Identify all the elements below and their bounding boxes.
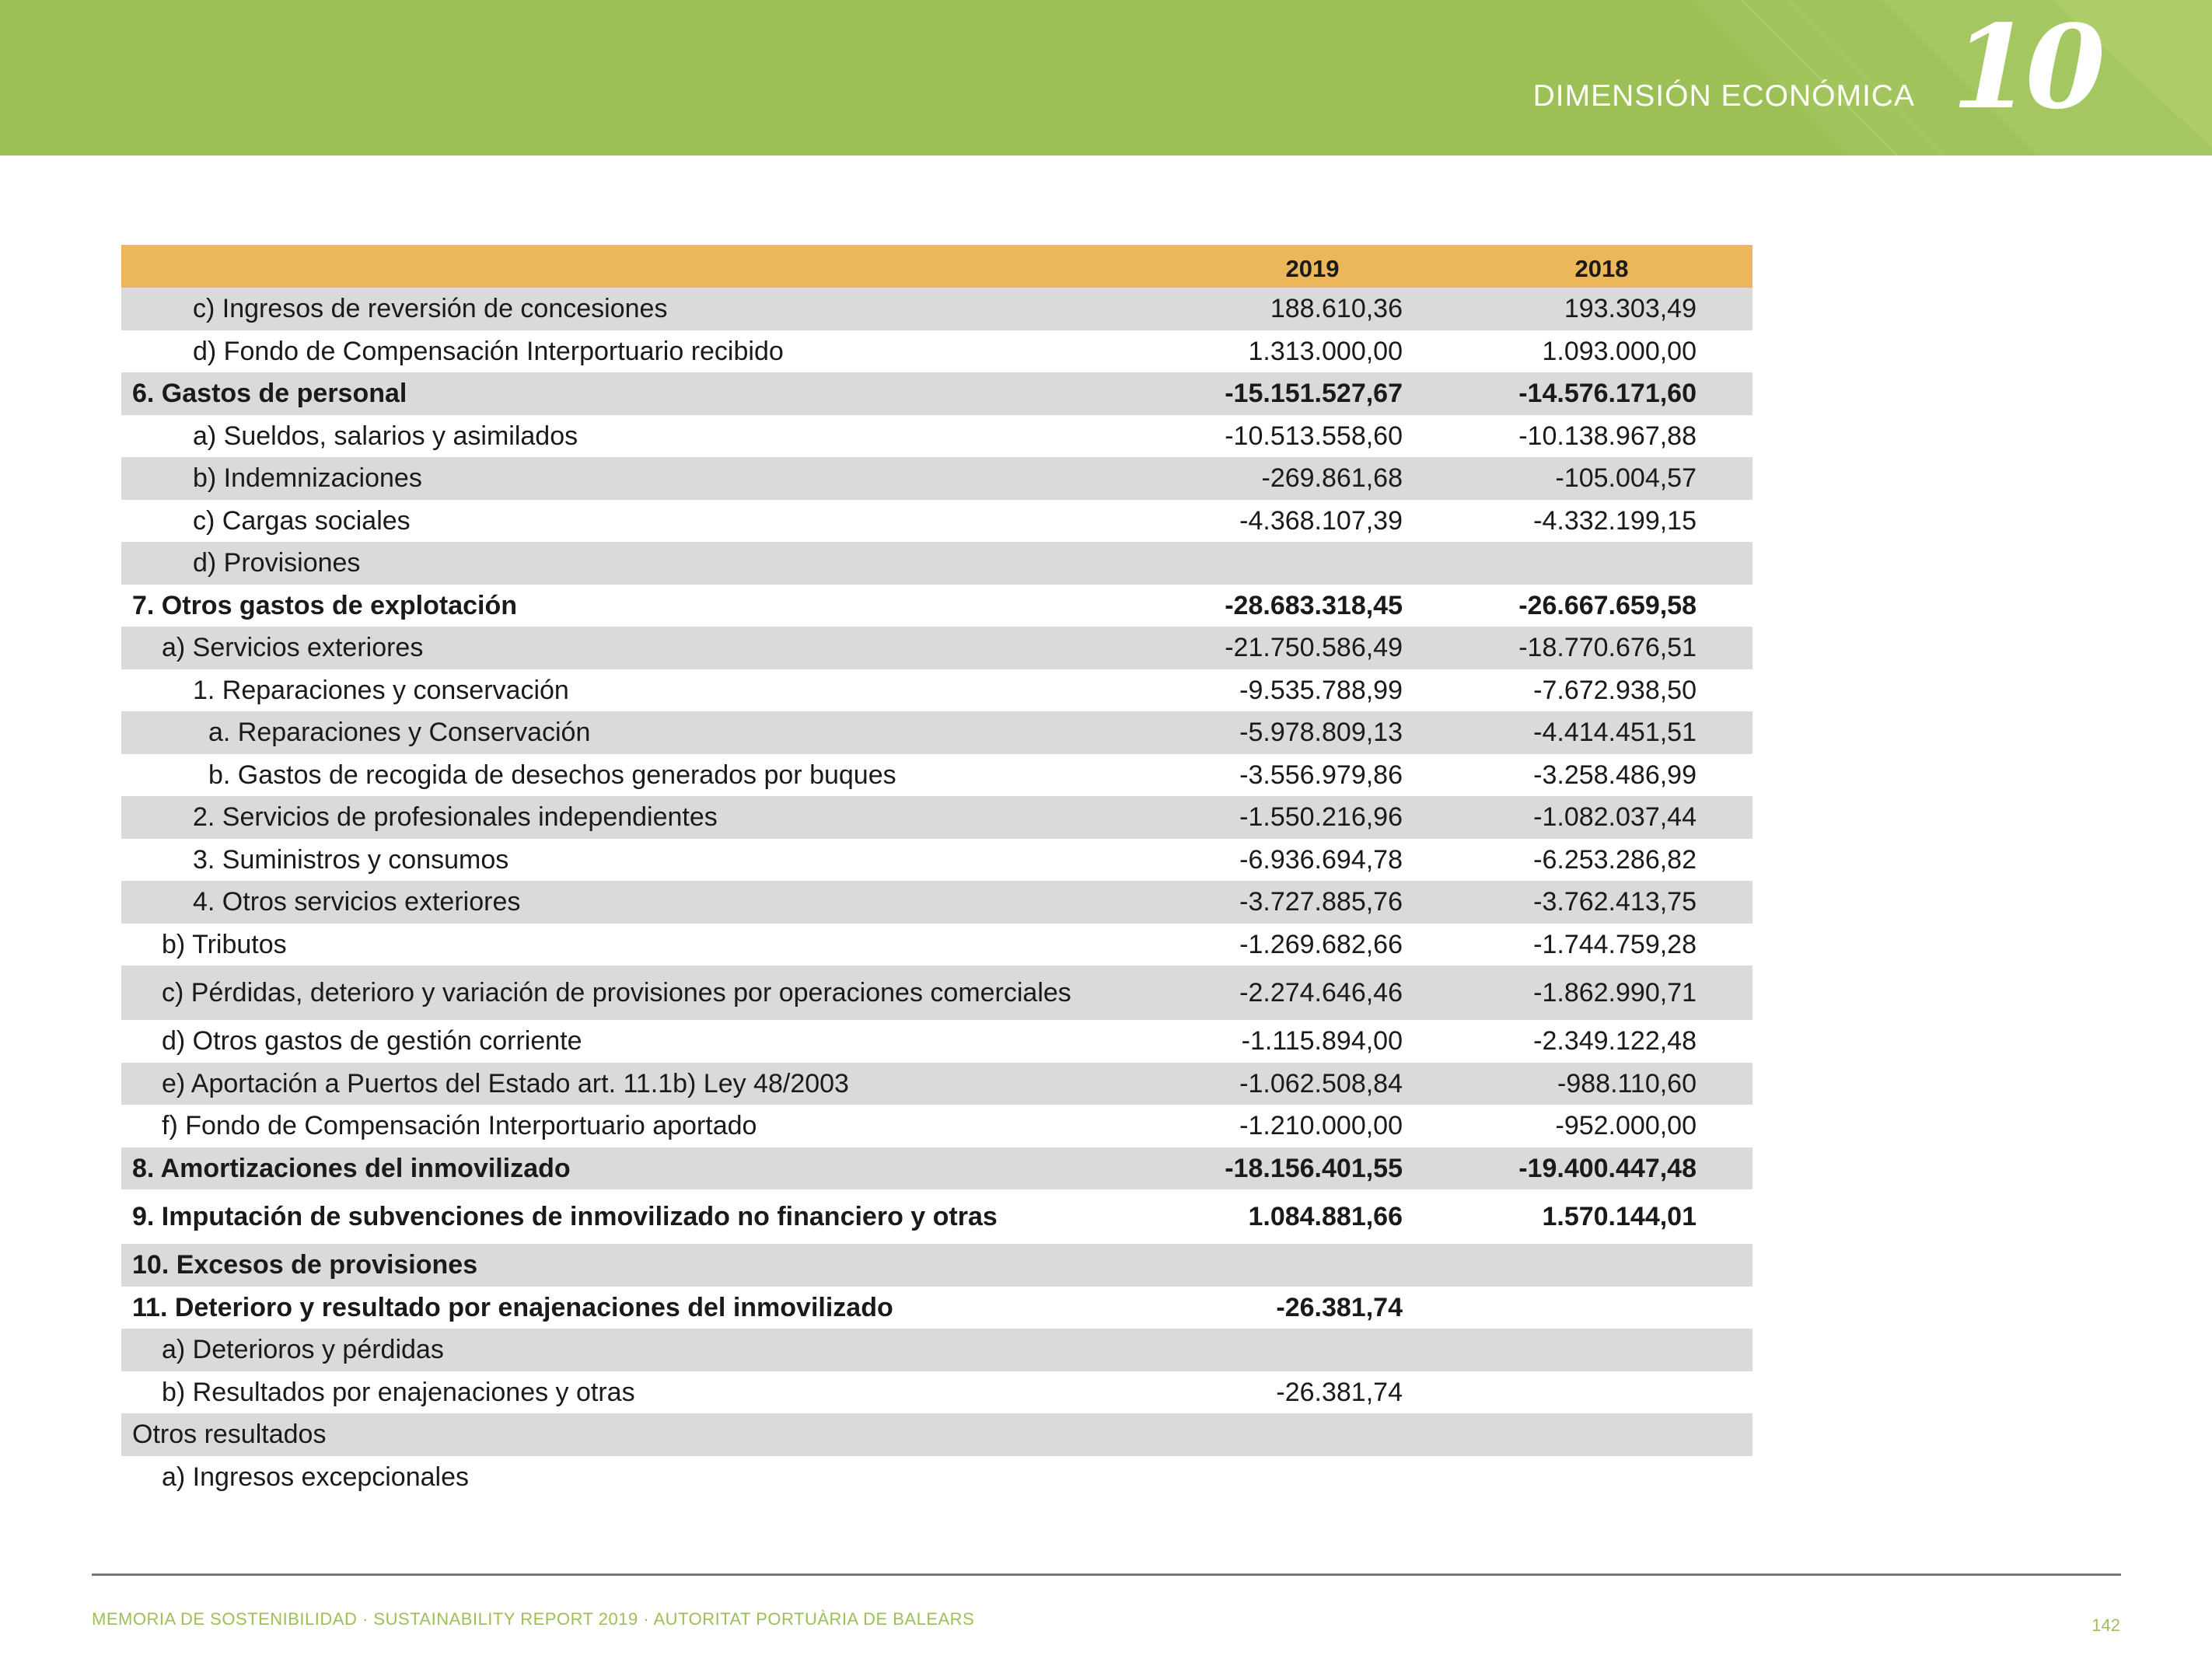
value-2019: -1.062.508,84 — [1239, 1068, 1403, 1098]
table-row — [121, 1063, 1752, 1105]
row-label: b. Gastos de recogida de desechos generados por buques — [208, 760, 896, 790]
table-header-row — [121, 245, 1752, 288]
table-row — [121, 1329, 1752, 1371]
table-row — [121, 415, 1752, 458]
value-2019: -6.936.694,78 — [1239, 844, 1403, 875]
table-row — [121, 585, 1752, 627]
value-2018: -18.770.676,51 — [1518, 633, 1697, 662]
table-row — [121, 754, 1752, 797]
table-row — [121, 1456, 1752, 1499]
value-2019: 1.313.000,00 — [1248, 336, 1403, 366]
row-label: a) Ingresos excepcionales — [162, 1462, 470, 1492]
row-label: b) Resultados por enajenaciones y otras — [162, 1377, 635, 1407]
value-2019: -1.269.682,66 — [1239, 929, 1403, 959]
footer-text: MEMORIA DE SOSTENIBILIDAD · SUSTAINABILITY REPORT 2019 · AUTORITAT PORTUÀRIA DE BALEARS — [92, 1609, 975, 1629]
table-row — [121, 881, 1752, 924]
value-2019: -1.210.000,00 — [1239, 1111, 1403, 1140]
row-label: b) Indemnizaciones — [193, 463, 422, 493]
value-2019: -21.750.586,49 — [1225, 633, 1403, 662]
chapter-header-banner — [0, 0, 2212, 155]
table-row — [121, 1189, 1752, 1244]
value-2018: -988.110,60 — [1557, 1068, 1697, 1098]
row-label: 7. Otros gastos de explotación — [132, 590, 518, 620]
footer-divider — [92, 1573, 2121, 1576]
value-2018: -1.082.037,44 — [1533, 802, 1697, 832]
table-row — [121, 1020, 1752, 1063]
table-row — [121, 669, 1752, 712]
table-row — [121, 330, 1752, 373]
value-2019: -3.556.979,86 — [1239, 760, 1403, 790]
row-label: d) Provisiones — [193, 548, 361, 578]
row-label: a) Sueldos, salarios y asimilados — [193, 421, 578, 451]
value-2018: 1.570.144,01 — [1542, 1202, 1697, 1231]
value-2018: -26.667.659,58 — [1518, 590, 1697, 620]
section-title: DIMENSIÓN ECONÓMICA — [1532, 79, 1915, 113]
row-label: 10. Excesos de provisiones — [132, 1250, 478, 1280]
value-2019: -10.513.558,60 — [1225, 421, 1403, 451]
value-2019: -1.550.216,96 — [1239, 802, 1403, 832]
row-label: 1. Reparaciones y conservación — [193, 675, 569, 705]
value-2018: -3.762.413,75 — [1533, 887, 1697, 917]
table-body — [121, 288, 1752, 1498]
column-header-2018: 2018 — [1574, 255, 1629, 282]
table-row — [121, 966, 1752, 1020]
value-2019: -2.274.646,46 — [1239, 978, 1403, 1008]
value-2018: -952.000,00 — [1555, 1111, 1697, 1140]
table-row — [121, 542, 1752, 585]
table-row — [121, 1147, 1752, 1190]
value-2019: -26.381,74 — [1276, 1377, 1403, 1407]
table-row — [121, 924, 1752, 966]
value-2018: -10.138.967,88 — [1518, 421, 1697, 451]
value-2019: 188.610,36 — [1270, 294, 1403, 323]
table-row — [121, 839, 1752, 882]
row-label: c) Pérdidas, deterioro y variación de provisiones por operaciones comerciales — [162, 978, 1071, 1008]
table-row — [121, 796, 1752, 839]
row-label: 8. Amortizaciones del inmovilizado — [132, 1153, 571, 1183]
row-label: 4. Otros servicios exteriores — [193, 887, 521, 917]
value-2018: -4.414.451,51 — [1533, 718, 1697, 747]
value-2019: -26.381,74 — [1276, 1292, 1403, 1322]
row-label: a) Deterioros y pérdidas — [162, 1335, 444, 1364]
value-2018: -14.576.171,60 — [1518, 379, 1697, 408]
row-label: 6. Gastos de personal — [132, 379, 407, 408]
row-label: a) Servicios exteriores — [162, 633, 424, 662]
table-row — [121, 1105, 1752, 1147]
value-2019: -15.151.527,67 — [1225, 379, 1403, 408]
table-row — [121, 711, 1752, 754]
table-row — [121, 1413, 1752, 1456]
column-header-2019: 2019 — [1285, 255, 1340, 282]
row-label: b) Tributos — [162, 929, 287, 959]
value-2018: -3.258.486,99 — [1533, 760, 1697, 790]
row-label: Otros resultados — [132, 1420, 327, 1449]
chapter-number: 10 — [1952, 0, 2099, 134]
value-2019: -1.115.894,00 — [1241, 1026, 1403, 1056]
row-label: 3. Suministros y consumos — [193, 844, 509, 875]
row-label: d) Fondo de Compensación Interportuario recibido — [193, 336, 784, 366]
value-2019: -4.368.107,39 — [1239, 505, 1403, 536]
row-label: f) Fondo de Compensación Interportuario aportado — [162, 1111, 757, 1140]
table-row — [121, 288, 1752, 330]
table-row — [121, 372, 1752, 415]
table-row — [121, 627, 1752, 669]
value-2019: -269.861,68 — [1261, 463, 1403, 493]
row-label: e) Aportación a Puertos del Estado art. 11.1b) Ley 48/2003 — [162, 1068, 849, 1098]
row-label: c) Cargas sociales — [193, 505, 411, 536]
value-2018: -105.004,57 — [1555, 463, 1697, 493]
row-label: 9. Imputación de subvenciones de inmovilizado no financiero y otras — [132, 1202, 998, 1231]
table-row — [121, 1287, 1752, 1329]
row-label: 2. Servicios de profesionales independientes — [193, 802, 718, 832]
value-2019: 1.084.881,66 — [1248, 1202, 1403, 1231]
table-row — [121, 457, 1752, 500]
value-2019: -9.535.788,99 — [1239, 675, 1403, 705]
value-2018: 1.093.000,00 — [1542, 336, 1697, 366]
table-row — [121, 1244, 1752, 1287]
row-label: 11. Deterioro y resultado por enajenaciones del inmovilizado — [132, 1292, 893, 1322]
value-2018: -2.349.122,48 — [1533, 1026, 1697, 1056]
value-2018: -19.400.447,48 — [1518, 1153, 1697, 1183]
value-2018: -1.862.990,71 — [1533, 978, 1697, 1008]
row-label: d) Otros gastos de gestión corriente — [162, 1026, 582, 1056]
value-2018: -6.253.286,82 — [1533, 844, 1697, 875]
value-2019: -28.683.318,45 — [1225, 590, 1403, 620]
value-2018: -4.332.199,15 — [1533, 505, 1697, 536]
value-2018: -7.672.938,50 — [1533, 675, 1697, 705]
header-decorative-stripes — [0, 0, 2212, 155]
page-number: 142 — [2091, 1615, 2120, 1635]
row-label: a. Reparaciones y Conservación — [208, 718, 591, 747]
value-2018: -1.744.759,28 — [1533, 929, 1697, 959]
value-2019: -3.727.885,76 — [1239, 887, 1403, 917]
value-2019: -5.978.809,13 — [1239, 718, 1403, 747]
financial-table — [121, 245, 1752, 1498]
value-2018: 193.303,49 — [1564, 294, 1697, 323]
table-row — [121, 500, 1752, 543]
value-2019: -18.156.401,55 — [1225, 1153, 1403, 1183]
row-label: c) Ingresos de reversión de concesiones — [193, 294, 668, 323]
table-row — [121, 1371, 1752, 1414]
